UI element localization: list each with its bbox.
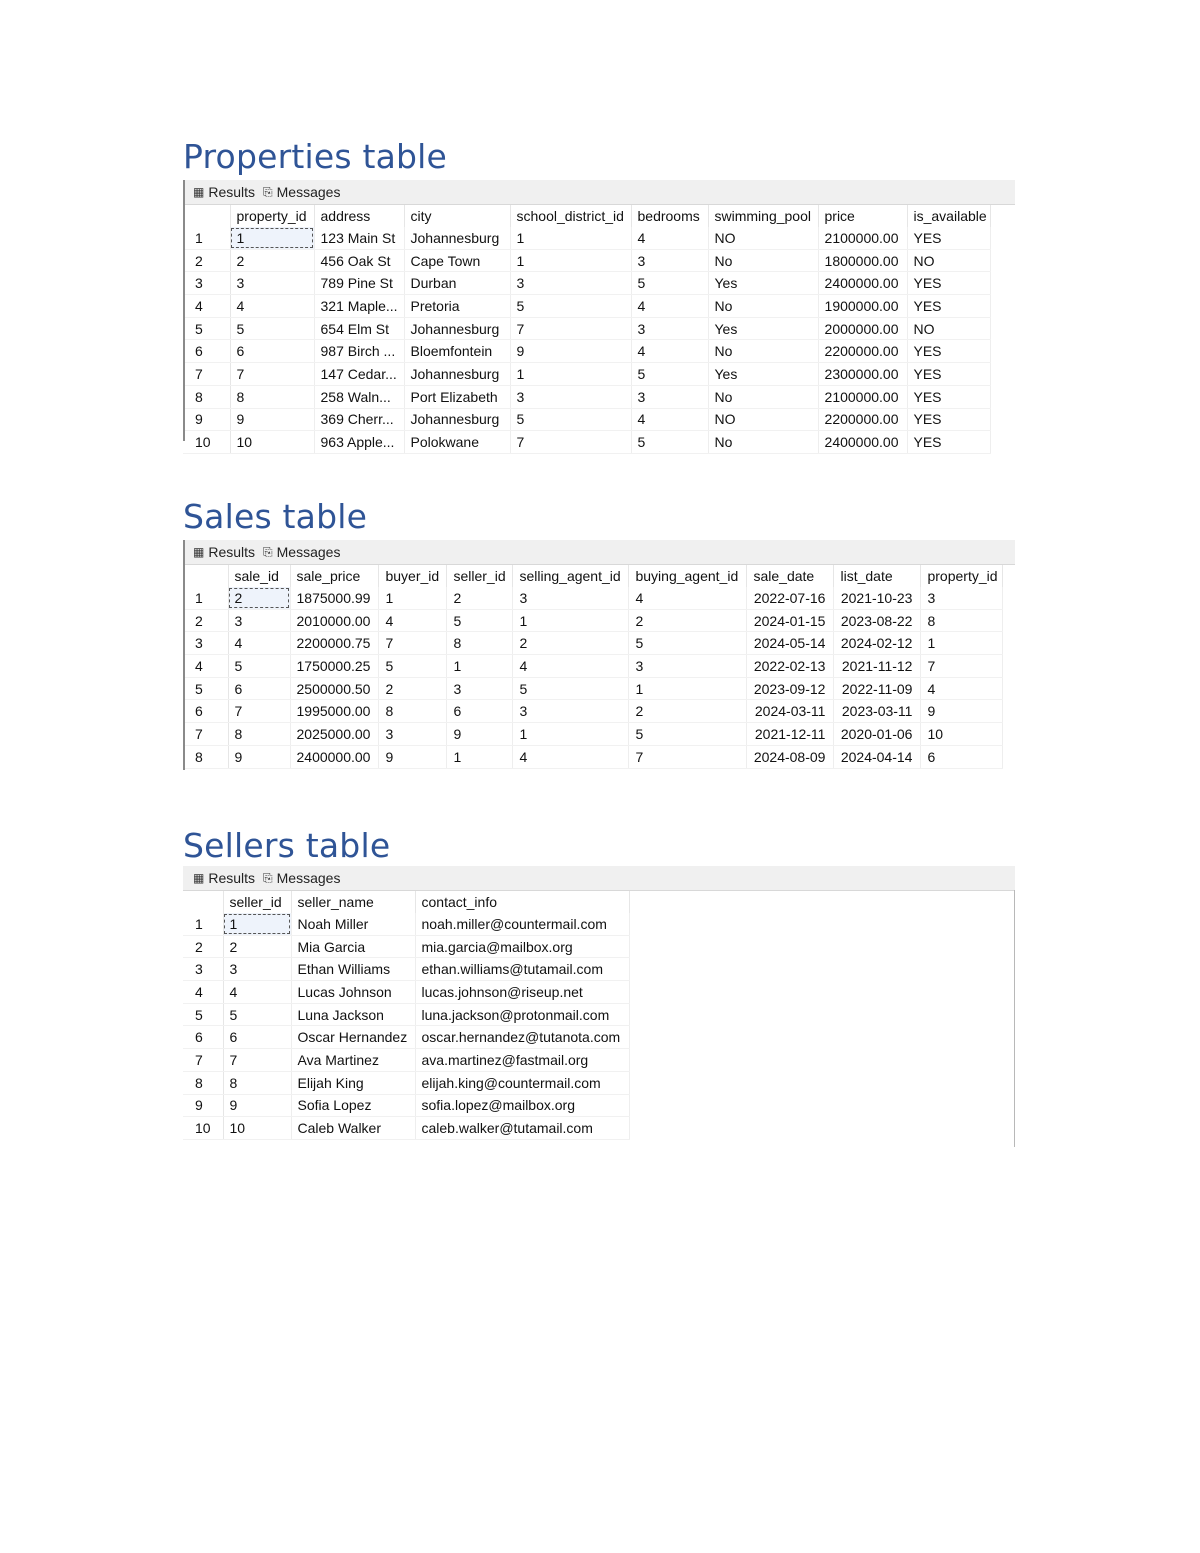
table-row[interactable]: [183, 1026, 629, 1049]
table-cell[interactable]: 7: [921, 655, 1003, 678]
results-tab[interactable]: [193, 184, 255, 200]
row-number[interactable]: 7: [183, 1049, 223, 1072]
row-number-header[interactable]: [183, 205, 230, 227]
sales-title: Sales table: [183, 497, 368, 536]
column-header[interactable]: seller_id: [223, 891, 291, 913]
column-header[interactable]: seller_name: [291, 891, 415, 913]
messages-icon: ⎘: [263, 870, 273, 885]
table-cell[interactable]: 2: [629, 609, 747, 632]
table-cell[interactable]: 3: [223, 958, 291, 981]
table-row[interactable]: [183, 1049, 629, 1072]
grid-right-border: [1014, 890, 1015, 1147]
row-number[interactable]: 1: [183, 913, 223, 935]
table-cell[interactable]: 5: [228, 655, 290, 678]
table-cell[interactable]: 2024-03-11: [747, 700, 834, 723]
table-cell[interactable]: 1: [447, 655, 513, 678]
column-header[interactable]: sale_id: [228, 565, 290, 587]
table-cell[interactable]: 3: [513, 587, 629, 609]
table-cell[interactable]: 1875000.99: [290, 587, 379, 609]
table-cell[interactable]: 2200000.75: [290, 632, 379, 655]
sales-results-panel: [183, 540, 1015, 769]
table-cell[interactable]: 456 Oak St: [314, 249, 404, 272]
table-row[interactable]: [183, 385, 990, 408]
table-cell[interactable]: 2100000.00: [818, 385, 907, 408]
results-tab-label: Results: [208, 870, 256, 886]
row-number[interactable]: 6: [183, 700, 228, 723]
table-cell[interactable]: YES: [907, 408, 990, 431]
table-cell[interactable]: 2024-02-12: [834, 632, 921, 655]
sellers-grid: [183, 891, 630, 1140]
messages-icon: ⎘: [263, 184, 273, 199]
table-cell[interactable]: 1: [510, 227, 631, 249]
table-cell[interactable]: 4: [513, 745, 629, 768]
table-cell[interactable]: sofia.lopez@mailbox.org: [415, 1094, 629, 1117]
table-cell[interactable]: 4: [223, 981, 291, 1004]
properties-title: Properties table: [183, 137, 448, 176]
table-cell[interactable]: Luna Jackson: [291, 1003, 415, 1026]
table-row[interactable]: [183, 632, 1003, 655]
table-cell[interactable]: 2200000.00: [818, 340, 907, 363]
table-cell[interactable]: Yes: [708, 272, 818, 295]
table-cell[interactable]: 1800000.00: [818, 249, 907, 272]
table-cell[interactable]: 963 Apple...: [314, 431, 404, 454]
table-cell[interactable]: 1: [510, 363, 631, 386]
table-row[interactable]: [183, 317, 990, 340]
table-cell[interactable]: 5: [629, 632, 747, 655]
sellers-toolbar: [183, 866, 1015, 891]
row-number[interactable]: 8: [183, 385, 230, 408]
table-cell[interactable]: Elijah King: [291, 1071, 415, 1094]
table-cell[interactable]: 7: [379, 632, 447, 655]
row-number[interactable]: 5: [183, 677, 228, 700]
table-cell[interactable]: 4: [228, 632, 290, 655]
sellers-title: Sellers table: [183, 826, 391, 865]
table-cell[interactable]: 8: [447, 632, 513, 655]
table-cell[interactable]: 3: [629, 655, 747, 678]
column-header[interactable]: is_available: [907, 205, 990, 227]
table-cell[interactable]: Bloemfontein: [404, 340, 510, 363]
table-cell[interactable]: oscar.hernandez@tutanota.com: [415, 1026, 629, 1049]
table-row[interactable]: [183, 340, 990, 363]
row-number[interactable]: 2: [183, 609, 228, 632]
column-header[interactable]: contact_info: [415, 891, 629, 913]
table-cell[interactable]: 5: [230, 317, 314, 340]
table-row[interactable]: [183, 677, 1003, 700]
table-cell[interactable]: 6: [223, 1026, 291, 1049]
messages-tab-label: Messages: [276, 870, 341, 886]
table-cell[interactable]: 8: [228, 723, 290, 746]
table-cell[interactable]: 3: [510, 385, 631, 408]
table-cell[interactable]: 1995000.00: [290, 700, 379, 723]
row-number[interactable]: 8: [183, 745, 228, 768]
table-cell[interactable]: Port Elizabeth: [404, 385, 510, 408]
row-number-header[interactable]: [183, 891, 223, 913]
row-number[interactable]: 3: [183, 958, 223, 981]
table-cell[interactable]: Pretoria: [404, 295, 510, 318]
table-cell[interactable]: lucas.johnson@riseup.net: [415, 981, 629, 1004]
results-tab[interactable]: [193, 870, 255, 886]
table-cell[interactable]: NO: [907, 249, 990, 272]
table-cell[interactable]: 2023-08-22: [834, 609, 921, 632]
row-number[interactable]: 6: [183, 340, 230, 363]
table-cell[interactable]: 987 Birch ...: [314, 340, 404, 363]
table-cell[interactable]: 6: [230, 340, 314, 363]
table-cell[interactable]: 4: [631, 408, 708, 431]
table-cell[interactable]: 2: [223, 935, 291, 958]
table-cell[interactable]: 1: [510, 249, 631, 272]
table-cell[interactable]: 4: [631, 227, 708, 249]
table-cell[interactable]: 2021-10-23: [834, 587, 921, 609]
column-header[interactable]: swimming_pool: [708, 205, 818, 227]
table-cell[interactable]: 6: [228, 677, 290, 700]
table-cell[interactable]: Caleb Walker: [291, 1117, 415, 1140]
table-cell[interactable]: Mia Garcia: [291, 935, 415, 958]
table-cell[interactable]: 10: [230, 431, 314, 454]
sales-grid: [183, 565, 1003, 769]
table-cell[interactable]: 1750000.25: [290, 655, 379, 678]
table-cell[interactable]: 2024-04-14: [834, 745, 921, 768]
table-cell[interactable]: Ava Martinez: [291, 1049, 415, 1072]
table-cell[interactable]: 5: [631, 431, 708, 454]
table-cell[interactable]: 1: [921, 632, 1003, 655]
table-cell[interactable]: 5: [510, 295, 631, 318]
row-number[interactable]: 5: [183, 317, 230, 340]
table-row[interactable]: [183, 408, 990, 431]
table-cell[interactable]: 3: [510, 272, 631, 295]
table-cell[interactable]: caleb.walker@tutamail.com: [415, 1117, 629, 1140]
table-row[interactable]: [183, 1094, 629, 1117]
messages-tab[interactable]: [263, 184, 340, 200]
table-cell[interactable]: 4: [230, 295, 314, 318]
row-number[interactable]: 2: [183, 249, 230, 272]
table-cell[interactable]: 2: [379, 677, 447, 700]
row-number[interactable]: 2: [183, 935, 223, 958]
table-cell[interactable]: No: [708, 431, 818, 454]
column-header[interactable]: property_id: [230, 205, 314, 227]
messages-tab-label: Messages: [276, 544, 341, 560]
table-cell[interactable]: 2025000.00: [290, 723, 379, 746]
table-cell[interactable]: YES: [907, 295, 990, 318]
table-row[interactable]: [183, 431, 990, 454]
table-cell[interactable]: 2023-03-11: [834, 700, 921, 723]
results-tab-label: Results: [208, 544, 256, 560]
table-cell[interactable]: 258 Waln...: [314, 385, 404, 408]
properties-grid: [183, 205, 991, 454]
table-cell[interactable]: 147 Cedar...: [314, 363, 404, 386]
table-cell[interactable]: 1: [223, 913, 291, 935]
table-cell[interactable]: 3: [228, 609, 290, 632]
table-row[interactable]: [183, 363, 990, 386]
header-row: [183, 891, 629, 913]
table-cell[interactable]: 2020-01-06: [834, 723, 921, 746]
table-cell[interactable]: 5: [631, 363, 708, 386]
table-cell[interactable]: 3: [631, 249, 708, 272]
table-cell[interactable]: noah.miller@countermail.com: [415, 913, 629, 935]
table-cell[interactable]: 2: [629, 700, 747, 723]
table-row[interactable]: [183, 249, 990, 272]
table-cell[interactable]: 9: [379, 745, 447, 768]
row-number[interactable]: 9: [183, 1094, 223, 1117]
table-cell[interactable]: YES: [907, 272, 990, 295]
table-cell[interactable]: mia.garcia@mailbox.org: [415, 935, 629, 958]
row-number[interactable]: 7: [183, 363, 230, 386]
table-cell[interactable]: 2010000.00: [290, 609, 379, 632]
table-cell[interactable]: 1: [629, 677, 747, 700]
table-cell[interactable]: 2023-09-12: [747, 677, 834, 700]
table-cell[interactable]: 4: [921, 677, 1003, 700]
table-cell[interactable]: 1: [513, 723, 629, 746]
table-cell[interactable]: 8: [230, 385, 314, 408]
table-cell[interactable]: 5: [447, 609, 513, 632]
properties-results-panel: [183, 180, 1015, 454]
row-number[interactable]: 9: [183, 408, 230, 431]
column-header[interactable]: address: [314, 205, 404, 227]
table-cell[interactable]: 3: [230, 272, 314, 295]
table-cell[interactable]: Johannesburg: [404, 227, 510, 249]
table-cell[interactable]: 5: [513, 677, 629, 700]
table-cell[interactable]: 9: [223, 1094, 291, 1117]
table-cell[interactable]: Polokwane: [404, 431, 510, 454]
table-cell[interactable]: 3: [631, 385, 708, 408]
table-cell[interactable]: 7: [510, 317, 631, 340]
table-cell[interactable]: 5: [379, 655, 447, 678]
table-cell[interactable]: 1: [513, 609, 629, 632]
table-cell[interactable]: 4: [631, 295, 708, 318]
properties-toolbar: [183, 180, 1015, 205]
table-cell[interactable]: 3: [379, 723, 447, 746]
table-row[interactable]: [183, 723, 1003, 746]
table-cell[interactable]: Yes: [708, 317, 818, 340]
table-row[interactable]: [183, 935, 629, 958]
table-cell[interactable]: No: [708, 385, 818, 408]
table-cell[interactable]: 9: [230, 408, 314, 431]
column-header[interactable]: list_date: [834, 565, 921, 587]
row-number[interactable]: 8: [183, 1071, 223, 1094]
table-cell[interactable]: 2021-12-11: [747, 723, 834, 746]
table-cell[interactable]: 2300000.00: [818, 363, 907, 386]
messages-tab[interactable]: [263, 870, 340, 886]
table-row[interactable]: [183, 609, 1003, 632]
grid-icon: ▦: [193, 185, 205, 199]
table-cell[interactable]: NO: [708, 227, 818, 249]
table-cell[interactable]: Johannesburg: [404, 408, 510, 431]
table-cell[interactable]: 2000000.00: [818, 317, 907, 340]
table-cell[interactable]: Ethan Williams: [291, 958, 415, 981]
row-number[interactable]: 6: [183, 1026, 223, 1049]
table-cell[interactable]: 1: [379, 587, 447, 609]
table-cell[interactable]: 2100000.00: [818, 227, 907, 249]
row-number[interactable]: 1: [183, 587, 228, 609]
table-cell[interactable]: 2400000.00: [290, 745, 379, 768]
table-cell[interactable]: luna.jackson@protonmail.com: [415, 1003, 629, 1026]
table-cell[interactable]: 2022-02-13: [747, 655, 834, 678]
table-cell[interactable]: 6: [921, 745, 1003, 768]
table-cell[interactable]: YES: [907, 363, 990, 386]
table-cell[interactable]: YES: [907, 227, 990, 249]
table-cell[interactable]: 2200000.00: [818, 408, 907, 431]
table-cell[interactable]: 2021-11-12: [834, 655, 921, 678]
table-row[interactable]: [183, 981, 629, 1004]
row-number[interactable]: 4: [183, 295, 230, 318]
table-cell[interactable]: 654 Elm St: [314, 317, 404, 340]
table-cell[interactable]: YES: [907, 385, 990, 408]
table-row[interactable]: [183, 227, 990, 249]
table-cell[interactable]: 3: [631, 317, 708, 340]
sellers-results-panel: [183, 866, 1015, 1140]
row-number[interactable]: 7: [183, 723, 228, 746]
column-header[interactable]: school_district_id: [510, 205, 631, 227]
table-cell[interactable]: 3: [921, 587, 1003, 609]
table-row[interactable]: [183, 700, 1003, 723]
table-cell[interactable]: 789 Pine St: [314, 272, 404, 295]
table-cell[interactable]: 2400000.00: [818, 272, 907, 295]
table-cell[interactable]: Oscar Hernandez: [291, 1026, 415, 1049]
column-header[interactable]: sale_price: [290, 565, 379, 587]
table-cell[interactable]: 7: [510, 431, 631, 454]
table-cell[interactable]: 5: [629, 723, 747, 746]
messages-icon: ⎘: [263, 544, 273, 559]
row-number[interactable]: 10: [183, 1117, 223, 1140]
table-cell[interactable]: 10: [223, 1117, 291, 1140]
row-number[interactable]: 5: [183, 1003, 223, 1026]
table-cell[interactable]: ethan.williams@tutamail.com: [415, 958, 629, 981]
column-header[interactable]: bedrooms: [631, 205, 708, 227]
column-header[interactable]: price: [818, 205, 907, 227]
table-cell[interactable]: No: [708, 249, 818, 272]
table-cell[interactable]: 2024-01-15: [747, 609, 834, 632]
row-number[interactable]: 1: [183, 227, 230, 249]
table-cell[interactable]: Cape Town: [404, 249, 510, 272]
table-row[interactable]: [183, 587, 1003, 609]
table-row[interactable]: [183, 1117, 629, 1140]
table-row[interactable]: [183, 913, 629, 935]
table-cell[interactable]: 1900000.00: [818, 295, 907, 318]
table-cell[interactable]: 7: [629, 745, 747, 768]
column-header[interactable]: city: [404, 205, 510, 227]
table-cell[interactable]: 321 Maple...: [314, 295, 404, 318]
table-cell[interactable]: Johannesburg: [404, 363, 510, 386]
results-tab[interactable]: [193, 544, 255, 560]
table-cell[interactable]: 9: [921, 700, 1003, 723]
table-cell[interactable]: 9: [447, 723, 513, 746]
table-cell[interactable]: 2022-07-16: [747, 587, 834, 609]
table-cell[interactable]: 8: [223, 1071, 291, 1094]
table-cell[interactable]: 8: [379, 700, 447, 723]
table-row[interactable]: [183, 272, 990, 295]
table-cell[interactable]: 4: [513, 655, 629, 678]
row-number[interactable]: 10: [183, 431, 230, 454]
sales-toolbar: [183, 540, 1015, 565]
table-cell[interactable]: 369 Cherr...: [314, 408, 404, 431]
table-cell[interactable]: 5: [510, 408, 631, 431]
table-cell[interactable]: Johannesburg: [404, 317, 510, 340]
column-header[interactable]: sale_date: [747, 565, 834, 587]
column-header[interactable]: buyer_id: [379, 565, 447, 587]
messages-tab[interactable]: [263, 544, 340, 560]
table-cell[interactable]: 2024-05-14: [747, 632, 834, 655]
table-cell[interactable]: 1: [447, 745, 513, 768]
sales-left-border: [183, 540, 185, 770]
table-cell[interactable]: 3: [513, 700, 629, 723]
table-cell[interactable]: 2: [228, 587, 290, 609]
table-cell[interactable]: 2022-11-09: [834, 677, 921, 700]
messages-tab-label: Messages: [276, 184, 341, 200]
table-cell[interactable]: YES: [907, 431, 990, 454]
table-row[interactable]: [183, 1003, 629, 1026]
table-cell[interactable]: Lucas Johnson: [291, 981, 415, 1004]
column-header[interactable]: property_id: [921, 565, 1003, 587]
table-cell[interactable]: No: [708, 295, 818, 318]
table-cell[interactable]: 7: [223, 1049, 291, 1072]
table-cell[interactable]: 7: [230, 363, 314, 386]
table-cell[interactable]: Sofia Lopez: [291, 1094, 415, 1117]
table-row[interactable]: [183, 655, 1003, 678]
table-row[interactable]: [183, 745, 1003, 768]
column-header[interactable]: buying_agent_id: [629, 565, 747, 587]
row-number[interactable]: 4: [183, 655, 228, 678]
table-cell[interactable]: 4: [379, 609, 447, 632]
table-row[interactable]: [183, 1071, 629, 1094]
column-header[interactable]: seller_id: [447, 565, 513, 587]
table-cell[interactable]: 5: [223, 1003, 291, 1026]
header-row: [183, 565, 1003, 587]
table-cell[interactable]: NO: [708, 408, 818, 431]
table-cell[interactable]: 2: [447, 587, 513, 609]
table-cell[interactable]: Yes: [708, 363, 818, 386]
table-cell[interactable]: Noah Miller: [291, 913, 415, 935]
table-cell[interactable]: 1: [230, 227, 314, 249]
table-cell[interactable]: No: [708, 340, 818, 363]
table-cell[interactable]: elijah.king@countermail.com: [415, 1071, 629, 1094]
table-cell[interactable]: 2500000.50: [290, 677, 379, 700]
table-cell[interactable]: 4: [631, 340, 708, 363]
table-cell[interactable]: 8: [921, 609, 1003, 632]
row-number-header[interactable]: [183, 565, 228, 587]
column-header[interactable]: selling_agent_id: [513, 565, 629, 587]
row-number[interactable]: 4: [183, 981, 223, 1004]
table-cell[interactable]: 5: [631, 272, 708, 295]
table-row[interactable]: [183, 295, 990, 318]
table-cell[interactable]: NO: [907, 317, 990, 340]
results-tab-label: Results: [208, 184, 256, 200]
row-number[interactable]: 3: [183, 632, 228, 655]
header-row: [183, 205, 990, 227]
table-cell[interactable]: 2024-08-09: [747, 745, 834, 768]
grid-icon: ▦: [193, 545, 205, 559]
table-cell[interactable]: YES: [907, 340, 990, 363]
table-cell[interactable]: 4: [629, 587, 747, 609]
table-cell[interactable]: 6: [447, 700, 513, 723]
table-cell[interactable]: 2: [513, 632, 629, 655]
table-cell[interactable]: 2400000.00: [818, 431, 907, 454]
table-row[interactable]: [183, 958, 629, 981]
grid-icon: ▦: [193, 871, 205, 885]
table-cell[interactable]: 9: [228, 745, 290, 768]
table-cell[interactable]: 9: [510, 340, 631, 363]
table-cell[interactable]: ava.martinez@fastmail.org: [415, 1049, 629, 1072]
table-cell[interactable]: Durban: [404, 272, 510, 295]
table-cell[interactable]: 7: [228, 700, 290, 723]
table-cell[interactable]: 123 Main St: [314, 227, 404, 249]
properties-left-border: [183, 180, 185, 441]
table-cell[interactable]: 10: [921, 723, 1003, 746]
table-cell[interactable]: 2: [230, 249, 314, 272]
row-number[interactable]: 3: [183, 272, 230, 295]
table-cell[interactable]: 3: [447, 677, 513, 700]
